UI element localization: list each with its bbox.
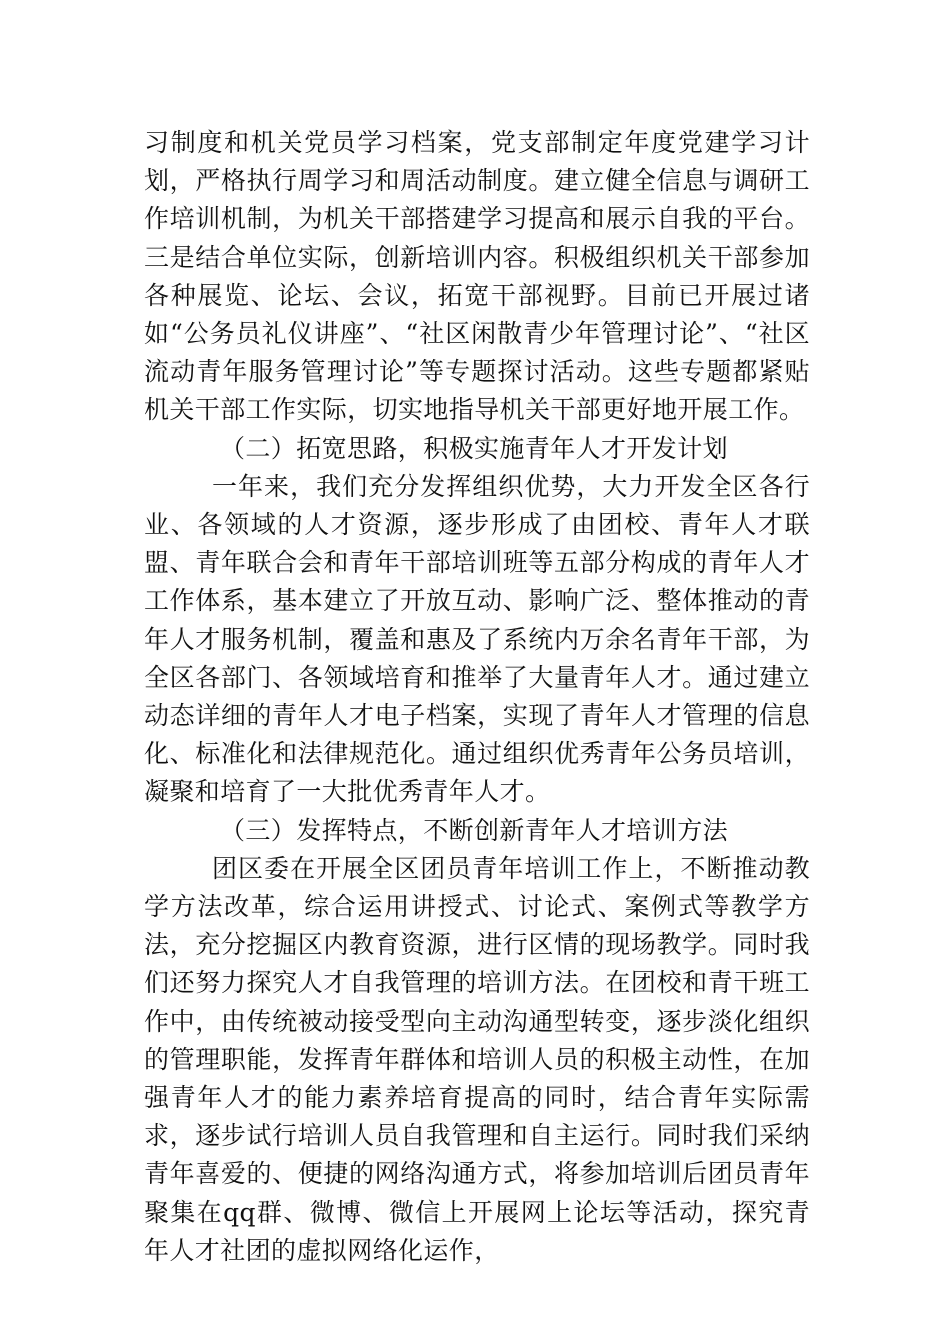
section-heading-3: （三）发挥特点，不断创新青年人才培训方法 <box>220 815 729 845</box>
paragraph-training-system: 习制度和机关党员学习档案，党支部制定年度党建学习计划，严格执行周学习和周活动制度。建立健全信息与调研工作培训机制，为机关干部搭建学习提高和展示自我的平台。三是结合单位实际，创新培训内容。积极组织机关干部参加各种展览、论坛、会议，拓宽干部视野。目前已开展过诸如“公务员礼仪讲座”、“社区闲散青少年管理讨论”、“社区流动青年服务管理讨论”等专题探讨活动。这些专题都紧贴机关干部工作实际，切实地指导机关干部更好地开展工作。 <box>144 128 810 425</box>
section-heading-2: （二）拓宽思路，积极实施青年人才开发计划 <box>220 433 729 463</box>
paragraph-talent-development: 一年来，我们充分发挥组织优势，大力开发全区各行业、各领域的人才资源，逐步形成了由团校、青年人才联盟、青年联合会和青年干部培训班等五部分构成的青年人才工作体系，基本建立了开放互动、影响广泛、整体推动的青年人才服务机制，覆盖和惠及了系统内万余名青年干部，为全区各部门、各领域培育和推举了大量青年人才。通过建立动态详细的青年人才电子档案，实现了青年人才管理的信息化、标准化和法律规范化。通过组织优秀青年公务员培训，凝聚和培育了一大批优秀青年人才。 <box>144 471 810 807</box>
document-body <box>144 124 810 1270</box>
paragraph-training-methods: 团区委在开展全区团员青年培训工作上，不断推动教学方法改革，综合运用讲授式、讨论式、案例式等教学方法，充分挖掘区内教育资源，进行区情的现场教学。同时我们还努力探究人才自我管理的培训方法。在团校和青干班工作中，由传统被动接受型向主动沟通型转变，逐步淡化组织的管理职能，发挥青年群体和培训人员的积极主动性，在加强青年人才的能力素养培育提高的同时，结合青年实际需求，逐步试行培训人员自我管理和自主运行。同时我们采纳青年喜爱的、便捷的网络沟通方式，将参加培训后团员青年聚集在qq群、微博、微信上开展网上论坛等活动，探究青年人才社团的虚拟网络化运作， <box>144 853 810 1265</box>
